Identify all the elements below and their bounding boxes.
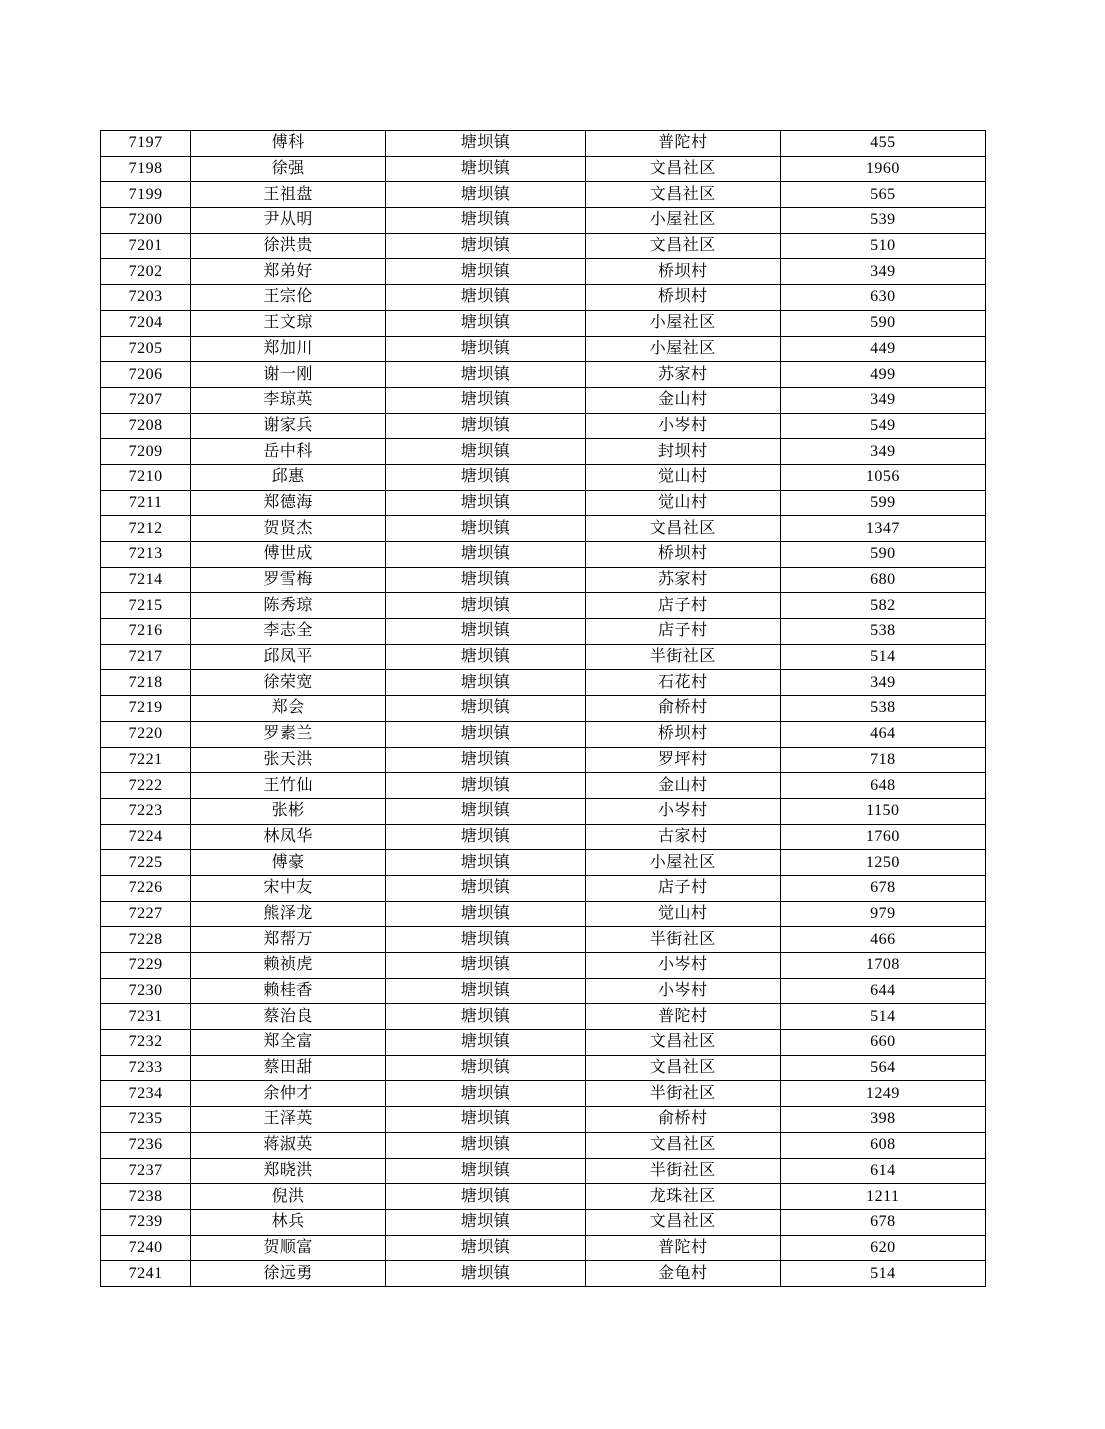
cell-amount: 582 [780, 593, 985, 619]
cell-name: 谢一刚 [191, 362, 386, 388]
table-row [101, 1055, 986, 1081]
cell-amount: 608 [780, 1132, 985, 1158]
cell-name: 余仲才 [191, 1081, 386, 1107]
cell-name: 贺顺富 [191, 1235, 386, 1261]
cell-town: 塘坝镇 [385, 1004, 585, 1030]
table-row [101, 490, 986, 516]
cell-village: 店子村 [585, 593, 780, 619]
cell-amount: 1150 [780, 798, 985, 824]
cell-id: 7226 [101, 875, 191, 901]
cell-name: 王祖盘 [191, 182, 386, 208]
cell-town: 塘坝镇 [385, 490, 585, 516]
cell-id: 7200 [101, 208, 191, 234]
cell-name: 王泽英 [191, 1107, 386, 1133]
cell-town: 塘坝镇 [385, 927, 585, 953]
cell-village: 文昌社区 [585, 1055, 780, 1081]
cell-village: 桥坝村 [585, 285, 780, 311]
table-row [101, 310, 986, 336]
cell-name: 郑加川 [191, 336, 386, 362]
cell-village: 文昌社区 [585, 233, 780, 259]
table-row [101, 439, 986, 465]
cell-id: 7228 [101, 927, 191, 953]
cell-amount: 349 [780, 670, 985, 696]
cell-town: 塘坝镇 [385, 567, 585, 593]
cell-town: 塘坝镇 [385, 439, 585, 465]
cell-village: 文昌社区 [585, 182, 780, 208]
table-row [101, 798, 986, 824]
cell-name: 蔡田甜 [191, 1055, 386, 1081]
cell-amount: 1960 [780, 156, 985, 182]
table-row [101, 670, 986, 696]
cell-name: 王竹仙 [191, 773, 386, 799]
cell-village: 俞桥村 [585, 696, 780, 722]
cell-village: 龙珠社区 [585, 1184, 780, 1210]
cell-amount: 620 [780, 1235, 985, 1261]
cell-village: 桥坝村 [585, 542, 780, 568]
table-row [101, 824, 986, 850]
table-row [101, 1158, 986, 1184]
cell-amount: 680 [780, 567, 985, 593]
cell-id: 7221 [101, 747, 191, 773]
cell-amount: 538 [780, 696, 985, 722]
table-row [101, 927, 986, 953]
cell-amount: 455 [780, 131, 985, 157]
cell-town: 塘坝镇 [385, 824, 585, 850]
cell-id: 7232 [101, 1030, 191, 1056]
cell-town: 塘坝镇 [385, 1030, 585, 1056]
cell-name: 王宗伦 [191, 285, 386, 311]
cell-amount: 514 [780, 1261, 985, 1287]
table-row [101, 1184, 986, 1210]
cell-name: 徐洪贵 [191, 233, 386, 259]
table-row [101, 1209, 986, 1235]
cell-town: 塘坝镇 [385, 516, 585, 542]
table-row [101, 875, 986, 901]
cell-village: 文昌社区 [585, 516, 780, 542]
cell-name: 林兵 [191, 1209, 386, 1235]
cell-id: 7233 [101, 1055, 191, 1081]
cell-id: 7211 [101, 490, 191, 516]
table-row [101, 259, 986, 285]
cell-name: 倪洪 [191, 1184, 386, 1210]
cell-town: 塘坝镇 [385, 1081, 585, 1107]
cell-id: 7210 [101, 464, 191, 490]
table-row [101, 721, 986, 747]
cell-amount: 349 [780, 259, 985, 285]
cell-name: 王文琼 [191, 310, 386, 336]
cell-village: 普陀村 [585, 131, 780, 157]
cell-village: 小岑村 [585, 413, 780, 439]
cell-id: 7209 [101, 439, 191, 465]
cell-amount: 644 [780, 978, 985, 1004]
cell-village: 店子村 [585, 875, 780, 901]
table-row [101, 593, 986, 619]
cell-town: 塘坝镇 [385, 387, 585, 413]
cell-id: 7235 [101, 1107, 191, 1133]
cell-id: 7197 [101, 131, 191, 157]
cell-town: 塘坝镇 [385, 953, 585, 979]
table-row [101, 747, 986, 773]
cell-village: 石花村 [585, 670, 780, 696]
cell-amount: 718 [780, 747, 985, 773]
table-row [101, 773, 986, 799]
cell-amount: 979 [780, 901, 985, 927]
cell-id: 7240 [101, 1235, 191, 1261]
cell-village: 文昌社区 [585, 156, 780, 182]
cell-amount: 1760 [780, 824, 985, 850]
cell-id: 7231 [101, 1004, 191, 1030]
cell-name: 赖桂香 [191, 978, 386, 1004]
cell-village: 半街社区 [585, 927, 780, 953]
cell-village: 俞桥村 [585, 1107, 780, 1133]
cell-amount: 565 [780, 182, 985, 208]
cell-id: 7204 [101, 310, 191, 336]
cell-id: 7199 [101, 182, 191, 208]
table-row [101, 131, 986, 157]
cell-town: 塘坝镇 [385, 1055, 585, 1081]
cell-amount: 630 [780, 285, 985, 311]
cell-village: 半街社区 [585, 1158, 780, 1184]
cell-name: 岳中科 [191, 439, 386, 465]
cell-name: 谢家兵 [191, 413, 386, 439]
cell-amount: 510 [780, 233, 985, 259]
cell-name: 贺贤杰 [191, 516, 386, 542]
cell-id: 7216 [101, 619, 191, 645]
table-row [101, 182, 986, 208]
cell-amount: 449 [780, 336, 985, 362]
table-row [101, 516, 986, 542]
table-row [101, 542, 986, 568]
cell-id: 7217 [101, 644, 191, 670]
cell-id: 7213 [101, 542, 191, 568]
cell-amount: 514 [780, 644, 985, 670]
cell-town: 塘坝镇 [385, 310, 585, 336]
cell-id: 7218 [101, 670, 191, 696]
data-table [100, 130, 986, 1287]
cell-town: 塘坝镇 [385, 593, 585, 619]
cell-name: 徐强 [191, 156, 386, 182]
cell-id: 7207 [101, 387, 191, 413]
cell-village: 桥坝村 [585, 721, 780, 747]
table-row [101, 1132, 986, 1158]
cell-name: 张彬 [191, 798, 386, 824]
table-row [101, 156, 986, 182]
cell-name: 郑全富 [191, 1030, 386, 1056]
cell-town: 塘坝镇 [385, 670, 585, 696]
cell-id: 7212 [101, 516, 191, 542]
table-row [101, 1030, 986, 1056]
cell-id: 7208 [101, 413, 191, 439]
cell-name: 尹从明 [191, 208, 386, 234]
table-row [101, 1004, 986, 1030]
cell-village: 小屋社区 [585, 336, 780, 362]
table-row [101, 1261, 986, 1287]
cell-name: 徐远勇 [191, 1261, 386, 1287]
cell-town: 塘坝镇 [385, 901, 585, 927]
cell-amount: 660 [780, 1030, 985, 1056]
cell-id: 7223 [101, 798, 191, 824]
cell-name: 郑德海 [191, 490, 386, 516]
cell-town: 塘坝镇 [385, 1158, 585, 1184]
cell-amount: 648 [780, 773, 985, 799]
cell-town: 塘坝镇 [385, 875, 585, 901]
cell-amount: 590 [780, 542, 985, 568]
cell-id: 7203 [101, 285, 191, 311]
cell-name: 傅世成 [191, 542, 386, 568]
table-row [101, 901, 986, 927]
cell-village: 小屋社区 [585, 310, 780, 336]
cell-amount: 1708 [780, 953, 985, 979]
table-row [101, 978, 986, 1004]
cell-village: 小岑村 [585, 798, 780, 824]
cell-town: 塘坝镇 [385, 1261, 585, 1287]
cell-town: 塘坝镇 [385, 696, 585, 722]
cell-id: 7222 [101, 773, 191, 799]
table-row [101, 1107, 986, 1133]
cell-village: 小屋社区 [585, 850, 780, 876]
cell-name: 邱凤平 [191, 644, 386, 670]
cell-id: 7220 [101, 721, 191, 747]
table-row [101, 387, 986, 413]
cell-amount: 549 [780, 413, 985, 439]
cell-amount: 466 [780, 927, 985, 953]
cell-town: 塘坝镇 [385, 156, 585, 182]
cell-town: 塘坝镇 [385, 208, 585, 234]
cell-id: 7206 [101, 362, 191, 388]
cell-name: 邱惠 [191, 464, 386, 490]
cell-amount: 1056 [780, 464, 985, 490]
cell-id: 7205 [101, 336, 191, 362]
cell-name: 傅科 [191, 131, 386, 157]
table-row [101, 413, 986, 439]
cell-amount: 564 [780, 1055, 985, 1081]
cell-village: 觉山村 [585, 490, 780, 516]
cell-amount: 1250 [780, 850, 985, 876]
cell-name: 徐荣宽 [191, 670, 386, 696]
cell-town: 塘坝镇 [385, 798, 585, 824]
cell-id: 7230 [101, 978, 191, 1004]
cell-town: 塘坝镇 [385, 182, 585, 208]
cell-town: 塘坝镇 [385, 336, 585, 362]
cell-id: 7239 [101, 1209, 191, 1235]
cell-amount: 538 [780, 619, 985, 645]
cell-village: 文昌社区 [585, 1209, 780, 1235]
cell-id: 7227 [101, 901, 191, 927]
cell-town: 塘坝镇 [385, 362, 585, 388]
table-row [101, 696, 986, 722]
cell-town: 塘坝镇 [385, 1107, 585, 1133]
cell-village: 桥坝村 [585, 259, 780, 285]
cell-town: 塘坝镇 [385, 850, 585, 876]
cell-town: 塘坝镇 [385, 285, 585, 311]
cell-village: 觉山村 [585, 901, 780, 927]
table-row [101, 208, 986, 234]
cell-town: 塘坝镇 [385, 413, 585, 439]
cell-amount: 599 [780, 490, 985, 516]
cell-id: 7198 [101, 156, 191, 182]
table-row [101, 285, 986, 311]
cell-town: 塘坝镇 [385, 773, 585, 799]
table-row [101, 336, 986, 362]
cell-town: 塘坝镇 [385, 542, 585, 568]
table-row [101, 233, 986, 259]
table-row [101, 850, 986, 876]
table-row [101, 1235, 986, 1261]
cell-amount: 398 [780, 1107, 985, 1133]
cell-town: 塘坝镇 [385, 619, 585, 645]
cell-amount: 614 [780, 1158, 985, 1184]
cell-name: 罗雪梅 [191, 567, 386, 593]
cell-amount: 464 [780, 721, 985, 747]
cell-town: 塘坝镇 [385, 1235, 585, 1261]
cell-id: 7234 [101, 1081, 191, 1107]
cell-village: 店子村 [585, 619, 780, 645]
cell-id: 7236 [101, 1132, 191, 1158]
cell-amount: 590 [780, 310, 985, 336]
cell-amount: 349 [780, 439, 985, 465]
cell-village: 罗坪村 [585, 747, 780, 773]
cell-id: 7241 [101, 1261, 191, 1287]
cell-id: 7224 [101, 824, 191, 850]
cell-amount: 499 [780, 362, 985, 388]
table-row [101, 1081, 986, 1107]
cell-town: 塘坝镇 [385, 233, 585, 259]
cell-town: 塘坝镇 [385, 747, 585, 773]
cell-name: 郑帮万 [191, 927, 386, 953]
cell-id: 7215 [101, 593, 191, 619]
cell-name: 张天洪 [191, 747, 386, 773]
cell-amount: 678 [780, 875, 985, 901]
cell-amount: 514 [780, 1004, 985, 1030]
table-row [101, 464, 986, 490]
cell-village: 金龟村 [585, 1261, 780, 1287]
cell-name: 李琼英 [191, 387, 386, 413]
cell-name: 郑晓洪 [191, 1158, 386, 1184]
cell-name: 郑会 [191, 696, 386, 722]
cell-amount: 1211 [780, 1184, 985, 1210]
cell-village: 苏家村 [585, 362, 780, 388]
cell-name: 赖祯虎 [191, 953, 386, 979]
cell-amount: 349 [780, 387, 985, 413]
cell-id: 7219 [101, 696, 191, 722]
cell-town: 塘坝镇 [385, 259, 585, 285]
cell-id: 7229 [101, 953, 191, 979]
cell-town: 塘坝镇 [385, 978, 585, 1004]
cell-village: 小岑村 [585, 978, 780, 1004]
cell-name: 蔡治良 [191, 1004, 386, 1030]
table-row [101, 362, 986, 388]
cell-village: 半街社区 [585, 1081, 780, 1107]
cell-village: 小屋社区 [585, 208, 780, 234]
cell-id: 7225 [101, 850, 191, 876]
cell-village: 文昌社区 [585, 1030, 780, 1056]
cell-town: 塘坝镇 [385, 1209, 585, 1235]
cell-village: 古家村 [585, 824, 780, 850]
table-row [101, 644, 986, 670]
cell-village: 普陀村 [585, 1235, 780, 1261]
cell-name: 宋中友 [191, 875, 386, 901]
cell-village: 文昌社区 [585, 1132, 780, 1158]
cell-id: 7237 [101, 1158, 191, 1184]
cell-id: 7202 [101, 259, 191, 285]
cell-town: 塘坝镇 [385, 1184, 585, 1210]
cell-amount: 1249 [780, 1081, 985, 1107]
cell-name: 傅豪 [191, 850, 386, 876]
cell-village: 小岑村 [585, 953, 780, 979]
cell-name: 李志全 [191, 619, 386, 645]
cell-id: 7214 [101, 567, 191, 593]
cell-name: 蒋淑英 [191, 1132, 386, 1158]
cell-village: 苏家村 [585, 567, 780, 593]
cell-village: 封坝村 [585, 439, 780, 465]
cell-amount: 678 [780, 1209, 985, 1235]
cell-id: 7201 [101, 233, 191, 259]
cell-village: 半街社区 [585, 644, 780, 670]
cell-town: 塘坝镇 [385, 644, 585, 670]
cell-village: 金山村 [585, 773, 780, 799]
table-row [101, 953, 986, 979]
cell-name: 陈秀琼 [191, 593, 386, 619]
cell-village: 金山村 [585, 387, 780, 413]
cell-name: 熊泽龙 [191, 901, 386, 927]
cell-town: 塘坝镇 [385, 464, 585, 490]
cell-amount: 1347 [780, 516, 985, 542]
table-body [101, 131, 986, 1287]
cell-village: 觉山村 [585, 464, 780, 490]
cell-name: 郑弟好 [191, 259, 386, 285]
cell-amount: 539 [780, 208, 985, 234]
cell-town: 塘坝镇 [385, 131, 585, 157]
cell-id: 7238 [101, 1184, 191, 1210]
cell-name: 罗素兰 [191, 721, 386, 747]
cell-name: 林凤华 [191, 824, 386, 850]
cell-town: 塘坝镇 [385, 1132, 585, 1158]
cell-town: 塘坝镇 [385, 721, 585, 747]
cell-village: 普陀村 [585, 1004, 780, 1030]
table-row [101, 567, 986, 593]
table-row [101, 619, 986, 645]
